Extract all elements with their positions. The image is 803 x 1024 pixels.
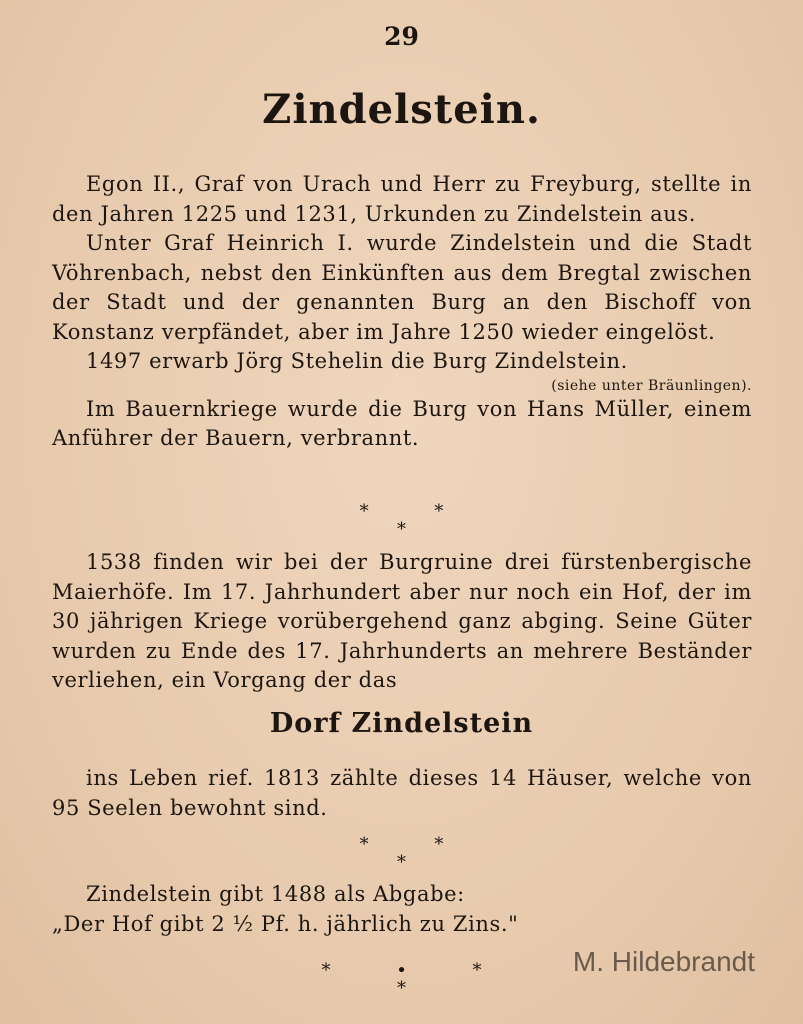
section-abgabe [52,880,752,939]
paragraph-1813: ins Leben rief. 1813 zählte dieses 14 Häuser, welche von 95 Seelen bewohnt sind. [52,766,752,820]
page-title: Zindelstein. [262,86,541,133]
paragraph-heinrich: Unter Graf Heinrich I. wurde Zindelstein und die Stadt Vöhrenbach, nebst den Einkünften aus dem Bregtal zwischen der Stadt und der genannten Burg an den Bischoff von Konstanz verpfändet, aber im Jahre 1250 wieder eingelöst. [52,231,752,344]
section-history [52,170,752,454]
section-dorf [52,764,752,823]
reference-note: (siehe unter Bräunlingen). [551,377,752,394]
paragraph-abgabe: Zindelstein gibt 1488 als Abgabe: [86,882,465,906]
separator-stars-2: * * * [359,834,444,873]
paragraph-stehelin: 1497 erwarb Jörg Stehelin die Burg Zindelstein. [86,349,628,373]
section-maierhoefe [52,548,752,696]
paragraph-1538: 1538 finden wir bei der Burgruine drei fürstenbergische Maierhöfe. Im 17. Jahrhundert aber nur noch ein Hof, der im 30 jährigen Kriege vorübergehend ganz abging. Seine Güter wurden zu Ende des 17. Jahrhunderts an mehrere Beständer verliehen, ein Vorgang der das [52,550,752,692]
watermark: M. Hildebrandt [572,946,755,977]
quote-zins: „Der Hof gibt 2 ½ Pf. h. jährlich zu Zins." [52,911,519,936]
separator-stars-3: * • * * [321,960,482,999]
paragraph-bauernkrieg: Im Bauernkriege wurde die Burg von Hans Müller, einem Anführer der Bauern, verbrannt. [52,396,752,450]
separator-stars-1: * * * [359,501,444,540]
page-number: 29 [384,22,419,51]
paragraph-egon: Egon II., Graf von Urach und Herr zu Freyburg, stellte in den Jahren 1225 und 1231, Urkunden zu Zindelstein aus. [52,172,752,226]
section-subtitle: Dorf Zindelstein [269,708,534,739]
